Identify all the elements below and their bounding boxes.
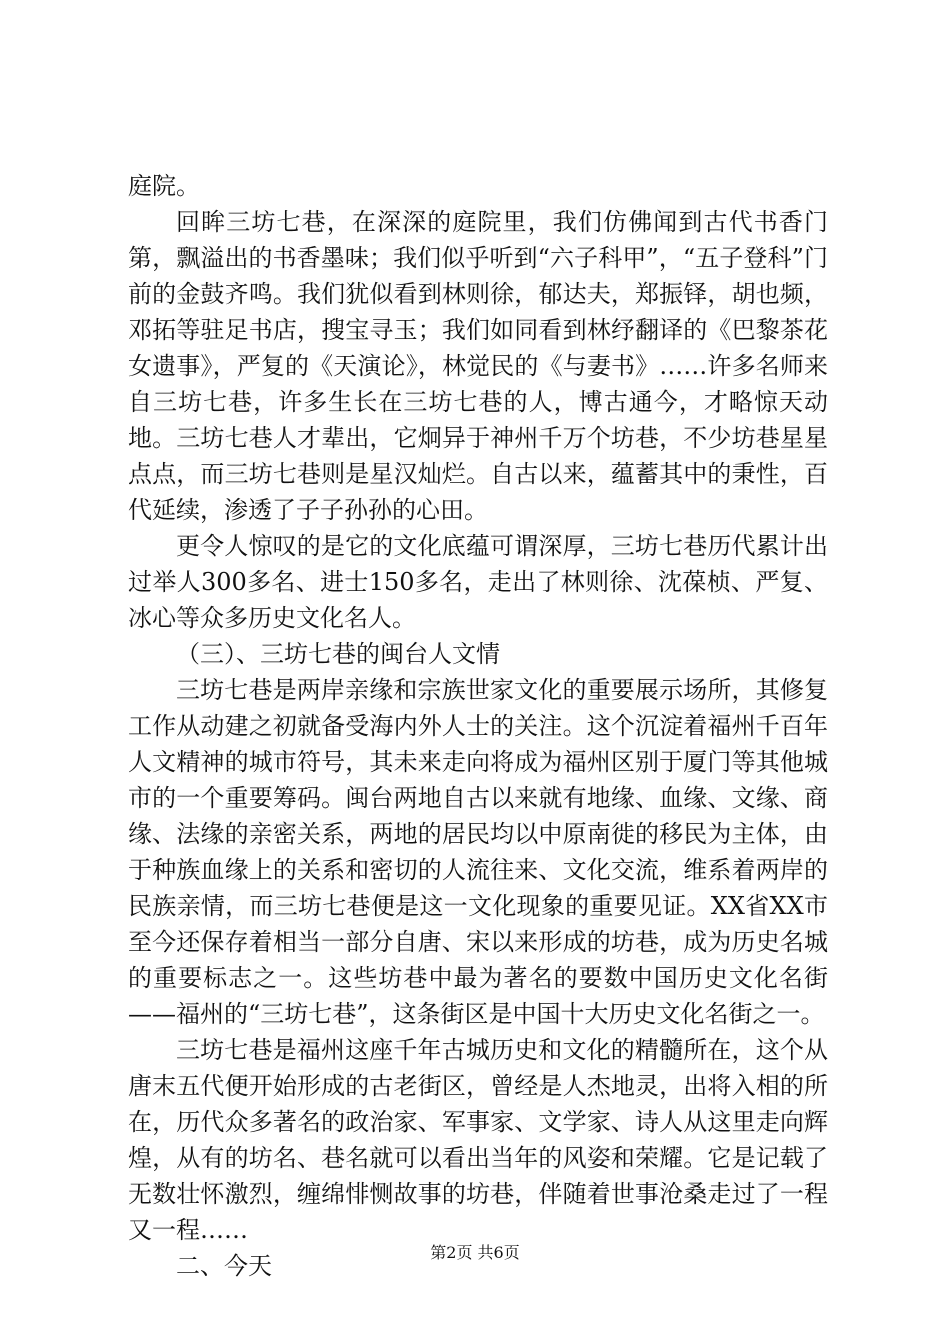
paragraph-cross-strait: 三坊七巷是两岸亲缘和宗族世家文化的重要展示场所，其修复工作从动建之初就备受海内外人士的关注。这个沉淀着福州千百年人文精神的城市符号，其未来走向将成为福州区别于厦门等其他城市的一个重要筹码。闽台两地自古以来就有地缘、血缘、文缘、商缘、法缘的亲密关系，两地的居民均以中原南徙的移民为主体，由于种族血缘上的关系和密切的人流往来、文化交流，维系着两岸的民族亲情，而三坊七巷便是这一文化现象的重要见证。XX省XX市至今还保存着相当一部分自唐、宋以来形成的坊巷，成为历史名城的重要标志之一。这些坊巷中最为著名的要数中国历史文化名街——福州的“三坊七巷”，这条街区是中国十大历史文化名街之一。	[128, 676, 828, 1028]
section-heading-min-tai: （三）、三坊七巷的闽台人文情	[176, 640, 500, 668]
section-heading-today: 二、今天	[176, 1252, 272, 1280]
paragraph-continuation: 庭院。	[128, 172, 200, 200]
paragraph-cultural-heritage: 更令人惊叹的是它的文化底蕴可谓深厚，三坊七巷历代累计出过举人300多名、进士150多名，走出了林则徐、沈葆桢、严复、冰心等众多历史文化名人。	[128, 532, 828, 632]
page-number: 第2页 共6页	[430, 1243, 520, 1262]
paragraph-retrospect: 回眸三坊七巷，在深深的庭院里，我们仿佛闻到古代书香门第，飘溢出的书香墨味；我们似乎听到“六子科甲”，“五子登科”门前的金鼓齐鸣。我们犹似看到林则徐，郁达夫，郑振铎，胡也频，邓拓等驻足书店，搜宝寻玉；我们如同看到林纾翻译的《巴黎茶花女遗事》，严复的《天演论》，林觉民的《与妻书》……许多名师来自三坊七巷，许多生长在三坊七巷的人，博古通今，才略惊天动地。三坊七巷人才辈出，它炯异于神州千万个坊巷，不少坊巷星星点点，而三坊七巷则是星汉灿烂。自古以来，蕴蓄其中的秉性，百代延续，渗透了子子孙孙的心田。	[128, 208, 828, 524]
page-footer	[0, 1240, 950, 1263]
paragraph-essence: 三坊七巷是福州这座千年古城历史和文化的精髓所在，这个从唐末五代便开始形成的古老街区，曾经是人杰地灵，出将入相的所在，历代众多著名的政治家、军事家、文学家、诗人从这里走向辉煌，从有的坊名、巷名就可以看出当年的风姿和荣耀。它是记载了无数壮怀激烈，缠绵悱恻故事的坊巷，伴随着世事沧桑走过了一程又一程……	[128, 1036, 828, 1244]
document-body	[128, 168, 828, 1284]
